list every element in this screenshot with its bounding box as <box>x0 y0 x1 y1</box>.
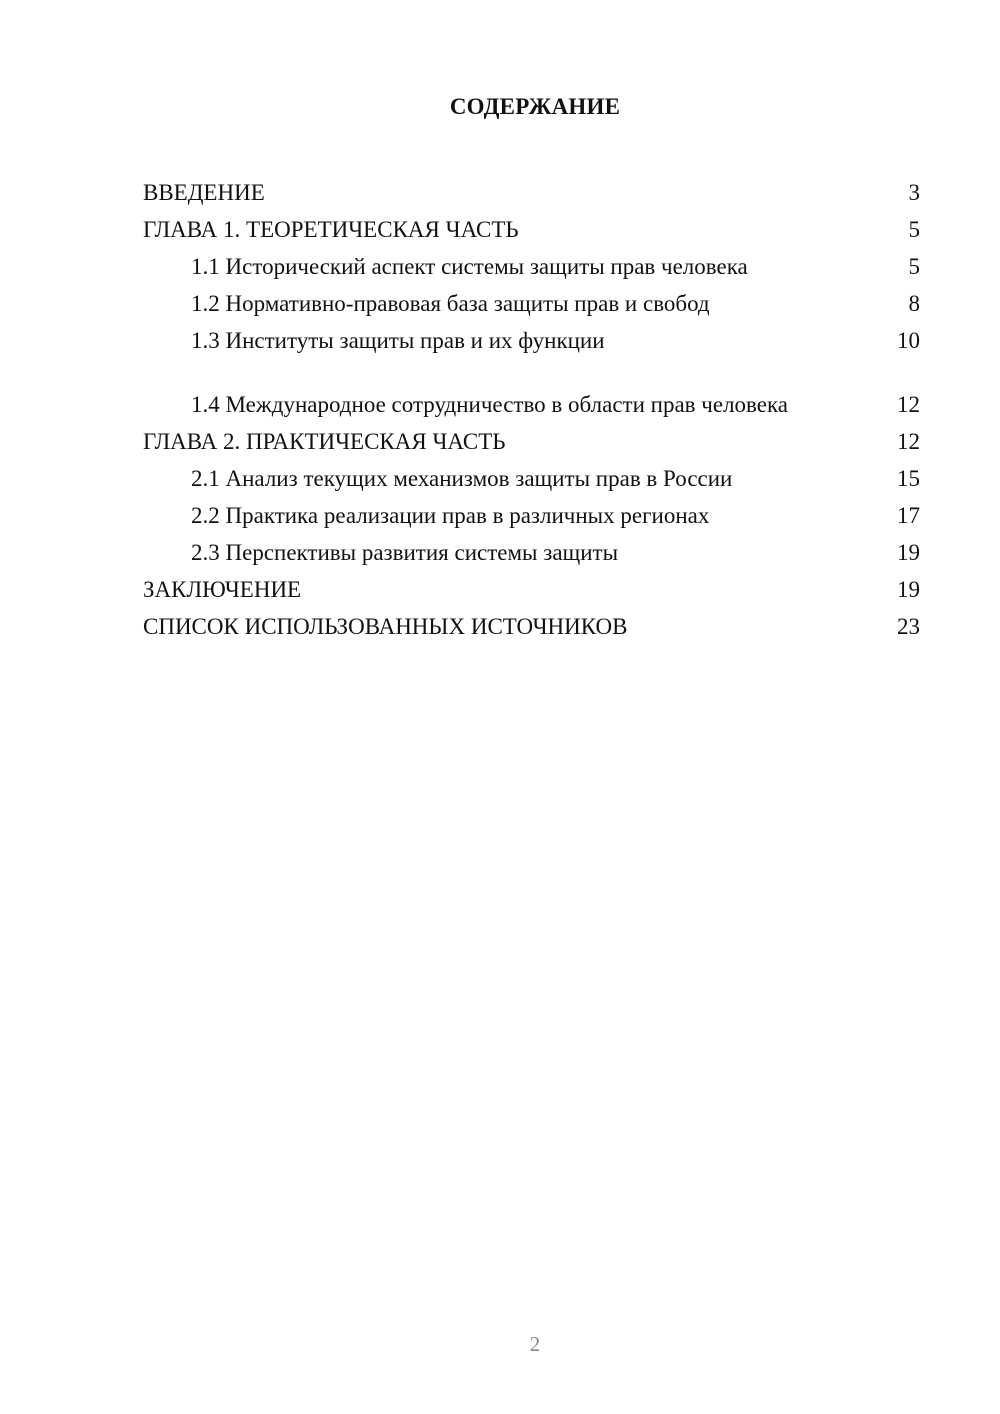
toc-entry-chapter-1[interactable] <box>143 207 920 244</box>
toc-entry-page: 15 <box>897 466 920 491</box>
toc-entry-section-2-1[interactable] <box>143 456 920 493</box>
toc-entry-label: СПИСОК ИСПОЛЬЗОВАННЫХ ИСТОЧНИКОВ <box>143 614 628 639</box>
toc-entry-page: 8 <box>908 291 920 316</box>
toc-entry-section-2-3[interactable] <box>143 530 920 567</box>
toc-entry-label: 1.4 Международное сотрудничество в области прав человека <box>191 392 789 417</box>
toc-entry-page: 10 <box>897 328 920 353</box>
toc-entry-section-1-1[interactable] <box>143 244 920 281</box>
toc-entry-page: 3 <box>908 180 920 205</box>
toc-entry-conclusion[interactable] <box>143 567 920 604</box>
toc-entry-page: 17 <box>897 503 920 528</box>
toc-entry-label: 2.2 Практика реализации прав в различных регионах <box>191 503 710 528</box>
table-of-contents <box>143 170 920 641</box>
toc-entry-references[interactable] <box>143 604 920 641</box>
toc-entry-page: 23 <box>897 614 920 639</box>
toc-entry-section-1-3[interactable] <box>143 318 920 355</box>
toc-entry-page: 19 <box>897 540 920 565</box>
toc-entry-page: 12 <box>897 429 920 454</box>
toc-entry-chapter-2[interactable] <box>143 419 920 456</box>
toc-entry-section-1-4[interactable] <box>143 355 920 419</box>
page-title: СОДЕРЖАНИЕ <box>449 94 621 119</box>
toc-entry-label: ГЛАВА 1. ТЕОРЕТИЧЕСКАЯ ЧАСТЬ <box>143 217 519 242</box>
toc-entry-label: 2.3 Перспективы развития системы защиты <box>191 540 619 565</box>
toc-entry-introduction[interactable] <box>143 170 920 207</box>
toc-entry-label: ВВЕДЕНИЕ <box>143 180 265 205</box>
toc-entry-label: 1.3 Институты защиты прав и их функции <box>191 328 605 353</box>
toc-entry-label: 1.2 Нормативно-правовая база защиты прав и свобод <box>191 291 710 316</box>
toc-entry-page: 12 <box>897 392 920 417</box>
toc-entry-label: 1.1 Исторический аспект системы защиты прав человека <box>191 254 748 279</box>
toc-entry-section-1-2[interactable] <box>143 281 920 318</box>
toc-entry-label: ГЛАВА 2. ПРАКТИЧЕСКАЯ ЧАСТЬ <box>143 429 506 454</box>
toc-entry-page: 5 <box>908 217 920 242</box>
toc-entry-section-2-2[interactable] <box>143 493 920 530</box>
toc-entry-page: 19 <box>897 577 920 602</box>
page-number: 2 <box>529 1332 541 1356</box>
toc-entry-label: 2.1 Анализ текущих механизмов защиты прав в России <box>191 466 733 491</box>
toc-entry-label: ЗАКЛЮЧЕНИЕ <box>143 577 302 602</box>
toc-entry-page: 5 <box>908 254 920 279</box>
